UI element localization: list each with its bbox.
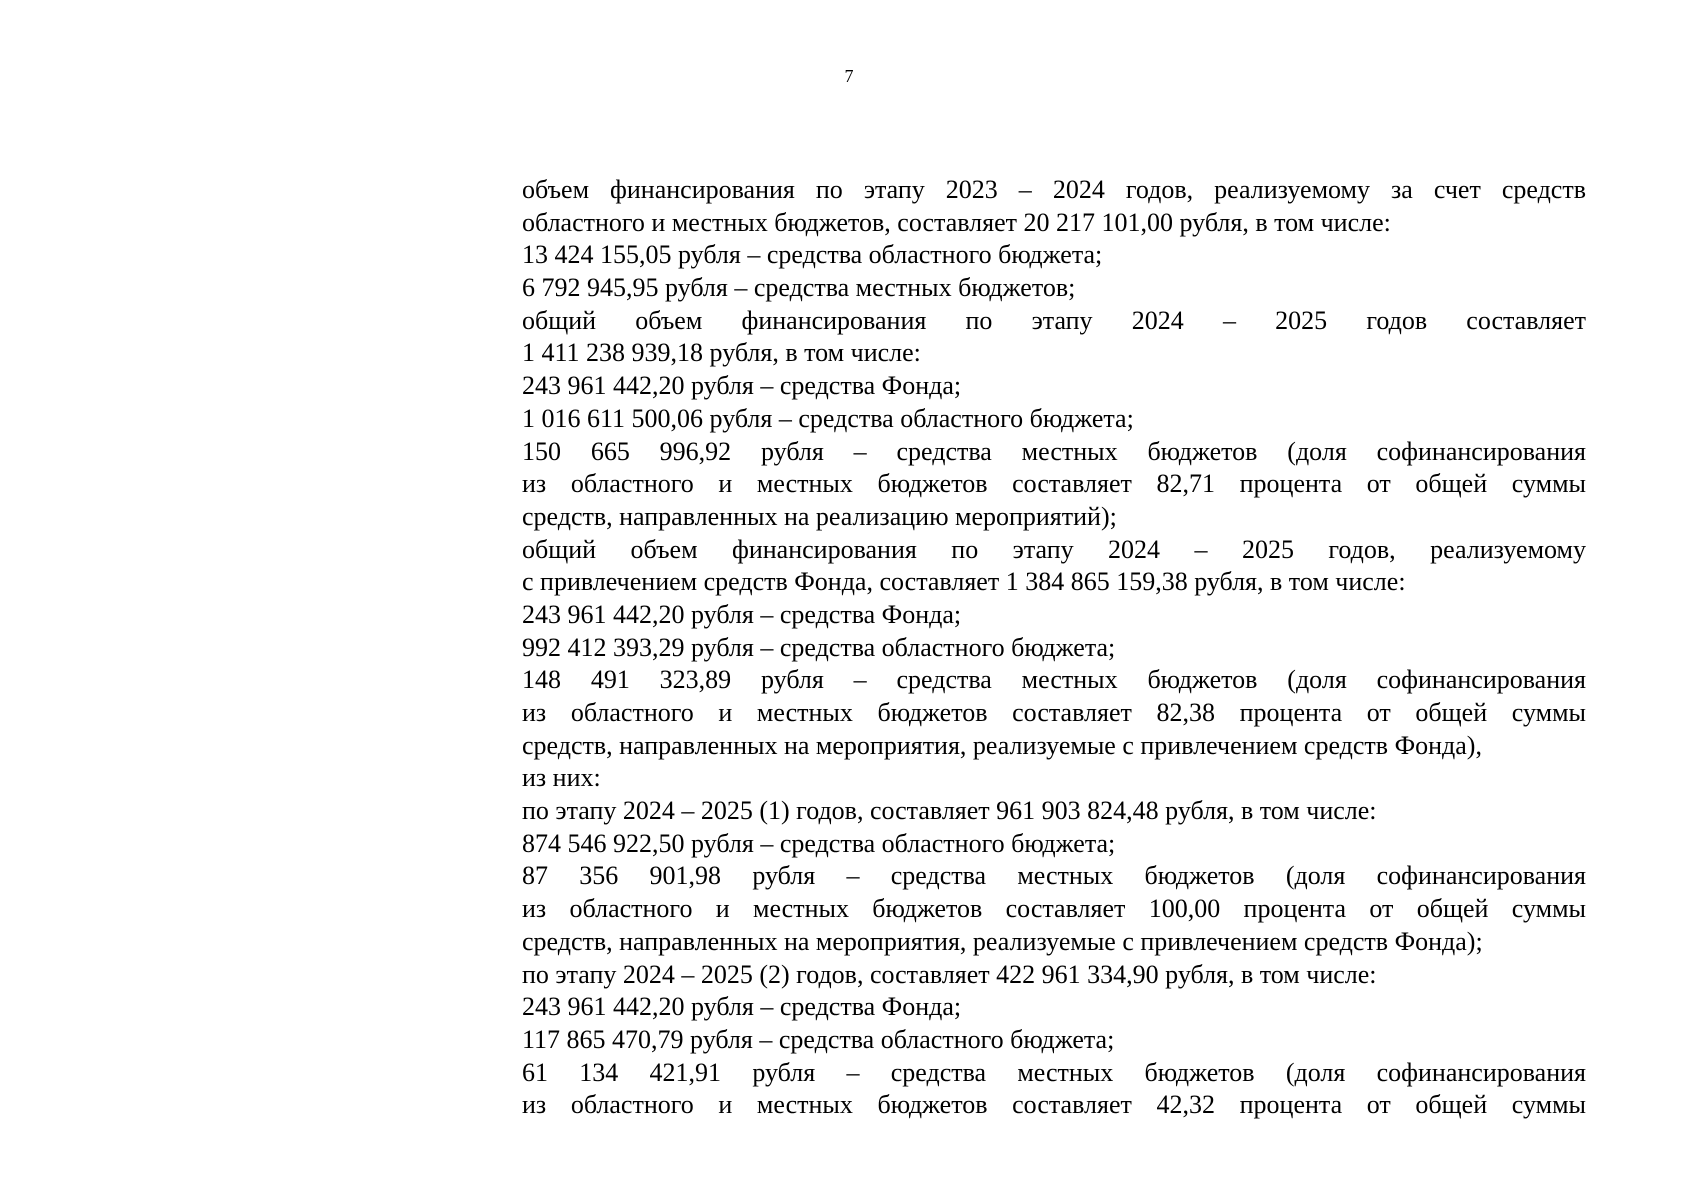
text-line: областного и местных бюджетов, составляет 20 217 101,00 рубля, в том числе: xyxy=(522,207,1391,237)
text-line: 148 491 323,89 рубля – средства местных бюджетов (доля софинансирования xyxy=(522,665,1586,695)
text-line: 150 665 996,92 рубля – средства местных бюджетов (доля софинансирования xyxy=(522,436,1586,466)
text-line: по этапу 2024 – 2025 (2) годов, составляет 422 961 334,90 рубля, в том числе: xyxy=(522,959,1377,989)
text-line: 13 424 155,05 рубля – средства областного бюджета; xyxy=(522,240,1103,270)
text-line: объем финансирования по этапу 2023 – 2024 годов, реализуемому за счет средств xyxy=(522,175,1586,204)
text-line: из областного и местных бюджетов составляет 42,32 процента от общей суммы xyxy=(522,1090,1586,1120)
text-line: 61 134 421,91 рубля – средства местных бюджетов (доля софинансирования xyxy=(522,1057,1586,1087)
text-line: 117 865 470,79 рубля – средства областного бюджета; xyxy=(522,1024,1115,1054)
text-line: с привлечением средств Фонда, составляет 1 384 865 159,38 рубля, в том числе: xyxy=(522,567,1406,597)
text-line: 874 546 922,50 рубля – средства областного бюджета; xyxy=(522,828,1116,858)
text-line: из областного и местных бюджетов составляет 100,00 процента от общей суммы xyxy=(522,894,1586,924)
text-line: средств, направленных на реализацию мероприятий); xyxy=(522,501,1117,531)
page-number: 7 xyxy=(844,66,854,86)
text-line: 1 016 611 500,06 рубля – средства областного бюджета; xyxy=(522,403,1134,433)
text-line: 243 961 442,20 рубля – средства Фонда; xyxy=(522,599,962,629)
text-line: общий объем финансирования по этапу 2024 – 2025 годов составляет xyxy=(522,305,1586,335)
body-text xyxy=(522,174,1586,1122)
text-line: средств, направленных на мероприятия, реализуемые с привлечением средств Фонда), xyxy=(522,730,1482,760)
text-line: 243 961 442,20 рубля – средства Фонда; xyxy=(522,992,962,1022)
text-line: 6 792 945,95 рубля – средства местных бюджетов; xyxy=(522,273,1076,303)
text-line: из них: xyxy=(522,763,601,793)
text-line: из областного и местных бюджетов составляет 82,71 процента от общей суммы xyxy=(522,469,1586,499)
text-line: 243 961 442,20 рубля – средства Фонда; xyxy=(522,371,962,401)
text-line: 87 356 901,98 рубля – средства местных бюджетов (доля софинансирования xyxy=(522,861,1586,891)
text-line: по этапу 2024 – 2025 (1) годов, составляет 961 903 824,48 рубля, в том числе: xyxy=(522,796,1377,826)
text-line: 992 412 393,29 рубля – средства областного бюджета; xyxy=(522,632,1116,662)
text-line: 1 411 238 939,18 рубля, в том числе: xyxy=(522,338,921,368)
text-line: общий объем финансирования по этапу 2024 – 2025 годов, реализуемому xyxy=(522,534,1586,564)
text-line: средств, направленных на мероприятия, реализуемые с привлечением средств Фонда); xyxy=(522,926,1483,956)
text-line: из областного и местных бюджетов составляет 82,38 процента от общей суммы xyxy=(522,698,1586,727)
